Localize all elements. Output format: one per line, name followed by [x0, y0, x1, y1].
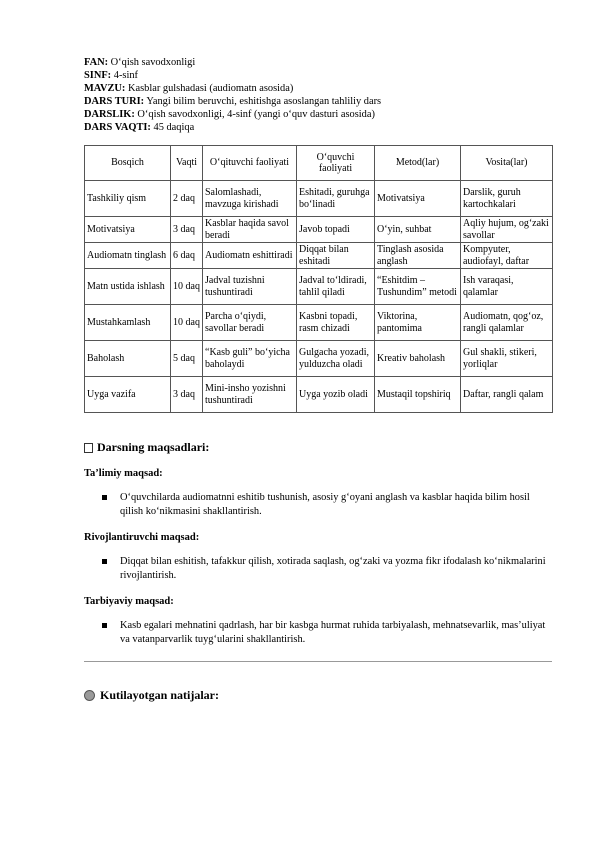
cell-teacher-activity: Parcha o‘qiydi, savollar beradi — [203, 305, 297, 341]
cell-methods: Mustaqil topshiriq — [375, 377, 461, 413]
cell-student-activity: Javob topadi — [297, 217, 375, 243]
developmental-goal-list — [84, 555, 552, 583]
header-teacher-activity: O‘qituvchi faoliyati — [203, 146, 297, 181]
cell-tools: Aqliy hujum, og‘zaki savollar — [461, 217, 553, 243]
cell-student-activity: Uyga yozib oladi — [297, 377, 375, 413]
table-row — [85, 269, 553, 305]
cell-methods: “Eshitdim – Tushundim” metodi — [375, 269, 461, 305]
upbringing-goal-list — [84, 619, 552, 647]
meta-grade: SINF: 4-sinf — [84, 70, 138, 81]
header-student-activity: O‘quvchi faoliyati — [297, 146, 375, 181]
cell-time: 6 daq — [171, 243, 203, 269]
meta-subject: FAN: O‘qish savodxonligi — [84, 57, 196, 68]
table-row — [85, 377, 553, 413]
cell-teacher-activity: Salomlashadi, mavzuga kirishadi — [203, 181, 297, 217]
cell-tools: Daftar, rangli qalam — [461, 377, 553, 413]
table-header-row — [85, 146, 553, 181]
cell-tools: Audiomatn, qog‘oz, rangli qalamlar — [461, 305, 553, 341]
cell-stage: Audiomatn tinglash — [85, 243, 171, 269]
cell-time: 10 daq — [171, 269, 203, 305]
cell-teacher-activity: Kasblar haqida savol beradi — [203, 217, 297, 243]
table-row — [85, 181, 553, 217]
box-icon — [84, 443, 93, 453]
cell-methods: Kreativ baholash — [375, 341, 461, 377]
lesson-plan-page — [84, 56, 552, 703]
cell-stage: Tashkiliy qism — [85, 181, 171, 217]
cell-tools: Gul shakli, stikeri, yorliqlar — [461, 341, 553, 377]
cell-time: 10 daq — [171, 305, 203, 341]
section-divider — [84, 661, 552, 662]
cell-teacher-activity: Jadval tuzishni tushuntiradi — [203, 269, 297, 305]
educational-goal-list — [84, 491, 552, 519]
header-stage: Bosqich — [85, 146, 171, 181]
upbringing-goal-title: Tarbiyaviy maqsad: — [84, 596, 174, 607]
cell-methods: Motivatsiya — [375, 181, 461, 217]
educational-goal-title: Ta’limiy maqsad: — [84, 468, 163, 479]
cell-stage: Matn ustida ishlash — [85, 269, 171, 305]
cell-student-activity: Eshitadi, guruhga bo‘linadi — [297, 181, 375, 217]
cell-tools: Kompyuter, audiofayl, daftar — [461, 243, 553, 269]
cell-tools: Ish varaqasi, qalamlar — [461, 269, 553, 305]
meta-topic: MAVZU: Kasblar gulshadasi (audiomatn asosida) — [84, 83, 294, 94]
table-row — [85, 243, 553, 269]
meta-lesson-type: DARS TURI: Yangi bilim beruvchi, eshitishga asoslangan tahliliy dars — [84, 96, 382, 107]
bullet-square-icon — [102, 495, 107, 500]
list-item: O‘quvchilarda audiomatnni eshitib tushunish, asosiy g‘oyani anglash va kasblar haqida bilim hosil qilish ko‘nikmasini shakllantirish. — [84, 491, 552, 519]
meta-duration: DARS VAQTI: 45 daqiqa — [84, 122, 195, 133]
table-row — [85, 305, 553, 341]
bullet-square-icon — [102, 559, 107, 564]
bullet-square-icon — [102, 623, 107, 628]
cell-time: 2 daq — [171, 181, 203, 217]
cell-methods: Tinglash asosida anglash — [375, 243, 461, 269]
cell-teacher-activity: Audiomatn eshittiradi — [203, 243, 297, 269]
lesson-meta — [84, 56, 552, 134]
cell-student-activity: Gulgacha yozadi, yulduzcha oladi — [297, 341, 375, 377]
cell-stage: Motivatsiya — [85, 217, 171, 243]
cell-time: 3 daq — [171, 217, 203, 243]
cell-teacher-activity: Mini-insho yozishni tushuntiradi — [203, 377, 297, 413]
cell-stage: Uyga vazifa — [85, 377, 171, 413]
goals-heading: Darsning maqsadlari: — [84, 440, 552, 455]
cell-student-activity: Kasbni topadi, rasm chizadi — [297, 305, 375, 341]
developmental-goal-title: Rivojlantiruvchi maqsad: — [84, 532, 200, 543]
header-methods: Metod(lar) — [375, 146, 461, 181]
table-row — [85, 341, 553, 377]
cell-stage: Mustahkamlash — [85, 305, 171, 341]
lesson-stages-table — [84, 145, 553, 413]
cell-student-activity: Diqqat bilan eshitadi — [297, 243, 375, 269]
meta-textbook: DARSLIK: O‘qish savodxonligi, 4-sinf (yangi o‘quv dasturi asosida) — [84, 109, 375, 120]
cell-methods: Viktorina, pantomima — [375, 305, 461, 341]
list-item: Kasb egalari mehnatini qadrlash, har bir kasbga hurmat ruhida tarbiyalash, mehnatsevarlik, mas’uliyat va vatanparvarlik tuyg‘ularini shakllantirish. — [84, 619, 552, 647]
cell-tools: Darslik, guruh kartochkalari — [461, 181, 553, 217]
table-row — [85, 217, 553, 243]
cell-methods: O‘yin, suhbat — [375, 217, 461, 243]
cell-time: 5 daq — [171, 341, 203, 377]
header-tools: Vosita(lar) — [461, 146, 553, 181]
cell-student-activity: Jadval to‘ldiradi, tahlil qiladi — [297, 269, 375, 305]
cell-teacher-activity: “Kasb guli” bo‘yicha baholaydi — [203, 341, 297, 377]
circle-icon — [84, 690, 95, 701]
expected-results-heading: Kutilayotgan natijalar: — [84, 688, 552, 703]
cell-time: 3 daq — [171, 377, 203, 413]
header-time: Vaqti — [171, 146, 203, 181]
cell-stage: Baholash — [85, 341, 171, 377]
list-item: Diqqat bilan eshitish, tafakkur qilish, xotirada saqlash, og‘zaki va yozma fikr ifodalash ko‘nikmalarini rivojlantirish. — [84, 555, 552, 583]
